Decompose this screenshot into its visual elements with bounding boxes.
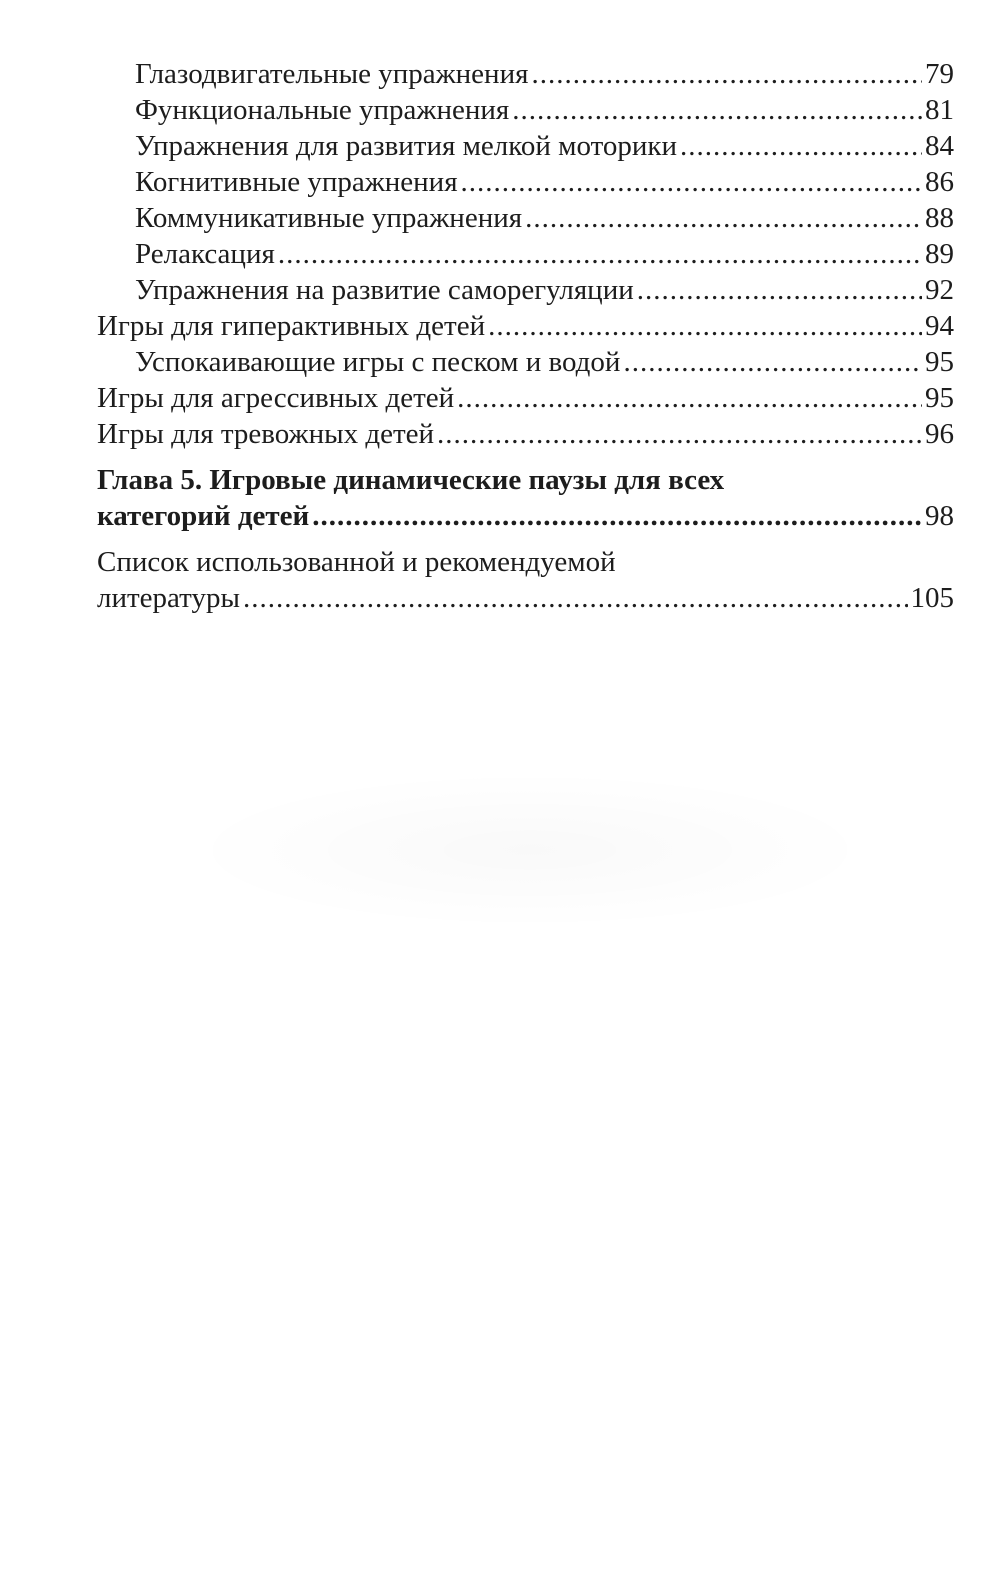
toc-entry[interactable] (97, 236, 954, 272)
toc-entry[interactable] (97, 56, 954, 92)
toc-entry-calming[interactable] (97, 344, 954, 380)
dot-leader (680, 128, 922, 164)
toc-entry-title: Игры для гиперактивных детей (97, 310, 486, 342)
bibliography-title-line2: литературы (97, 582, 240, 614)
toc-entry-page: 92 (925, 274, 954, 306)
toc-entry-page: 98 (925, 500, 954, 532)
toc-entry[interactable] (97, 200, 954, 236)
scan-shadow (180, 770, 880, 930)
toc-entry-page: 84 (925, 130, 954, 162)
toc-entry-title: Успокаивающие игры с песком и водой (135, 346, 621, 378)
toc-entry-aggressive[interactable] (97, 380, 954, 416)
dot-leader (488, 308, 922, 344)
toc-entry-title: Коммуникативные упражнения (135, 202, 523, 234)
toc-chapter-5[interactable] (97, 462, 954, 534)
dot-leader (512, 92, 922, 128)
toc-entry-page: 81 (925, 94, 954, 126)
dot-leader (278, 236, 922, 272)
toc-entry-title: Упражнения на развитие саморегуляции (135, 274, 634, 306)
toc-entry-title: Игры для тревожных детей (97, 418, 435, 450)
chapter-title-line2: категорий детей (97, 500, 310, 532)
toc-entry-title: Упражнения для развития мелкой моторики (135, 130, 678, 162)
dot-leader (312, 498, 922, 534)
toc-entry-page: 79 (925, 58, 954, 90)
toc-entry[interactable] (97, 164, 954, 200)
dot-leader (623, 344, 922, 380)
dot-leader (437, 416, 922, 452)
toc-entry-page: 86 (925, 166, 954, 198)
dot-leader (637, 272, 922, 308)
toc-entry[interactable] (97, 128, 954, 164)
toc-entry-page: 95 (925, 346, 954, 378)
toc-entry-title: Релаксация (135, 238, 275, 270)
chapter-title-line1: Глава 5. Игровые динамические паузы для всех (97, 464, 725, 496)
toc-entry-hyperactive[interactable] (97, 308, 954, 344)
toc-entry[interactable] (97, 272, 954, 308)
toc-entry-page: 96 (925, 418, 954, 450)
toc-entry-page: 95 (925, 382, 954, 414)
dot-leader (457, 380, 922, 416)
toc-entry-title: Когнитивные упражнения (135, 166, 458, 198)
toc-entry-page: 94 (925, 310, 954, 342)
bibliography-title-line1: Список использованной и рекомендуемой (97, 546, 616, 578)
toc-entry-page: 105 (910, 582, 954, 614)
table-of-contents (97, 56, 954, 616)
toc-bibliography[interactable] (97, 544, 954, 616)
dot-leader (461, 164, 922, 200)
chapter-title-line2-row (97, 498, 954, 534)
toc-entry-title: Игры для агрессивных детей (97, 382, 455, 414)
toc-entry-title: Функциональные упражнения (135, 94, 510, 126)
toc-entry-page: 88 (925, 202, 954, 234)
dot-leader (243, 580, 908, 616)
dot-leader (531, 56, 922, 92)
toc-entry-page: 89 (925, 238, 954, 270)
toc-entry-anxious[interactable] (97, 416, 954, 452)
toc-entry[interactable] (97, 92, 954, 128)
dot-leader (525, 200, 922, 236)
bibliography-title-line2-row (97, 580, 954, 616)
toc-entry-title: Глазодвигательные упражнения (135, 58, 529, 90)
